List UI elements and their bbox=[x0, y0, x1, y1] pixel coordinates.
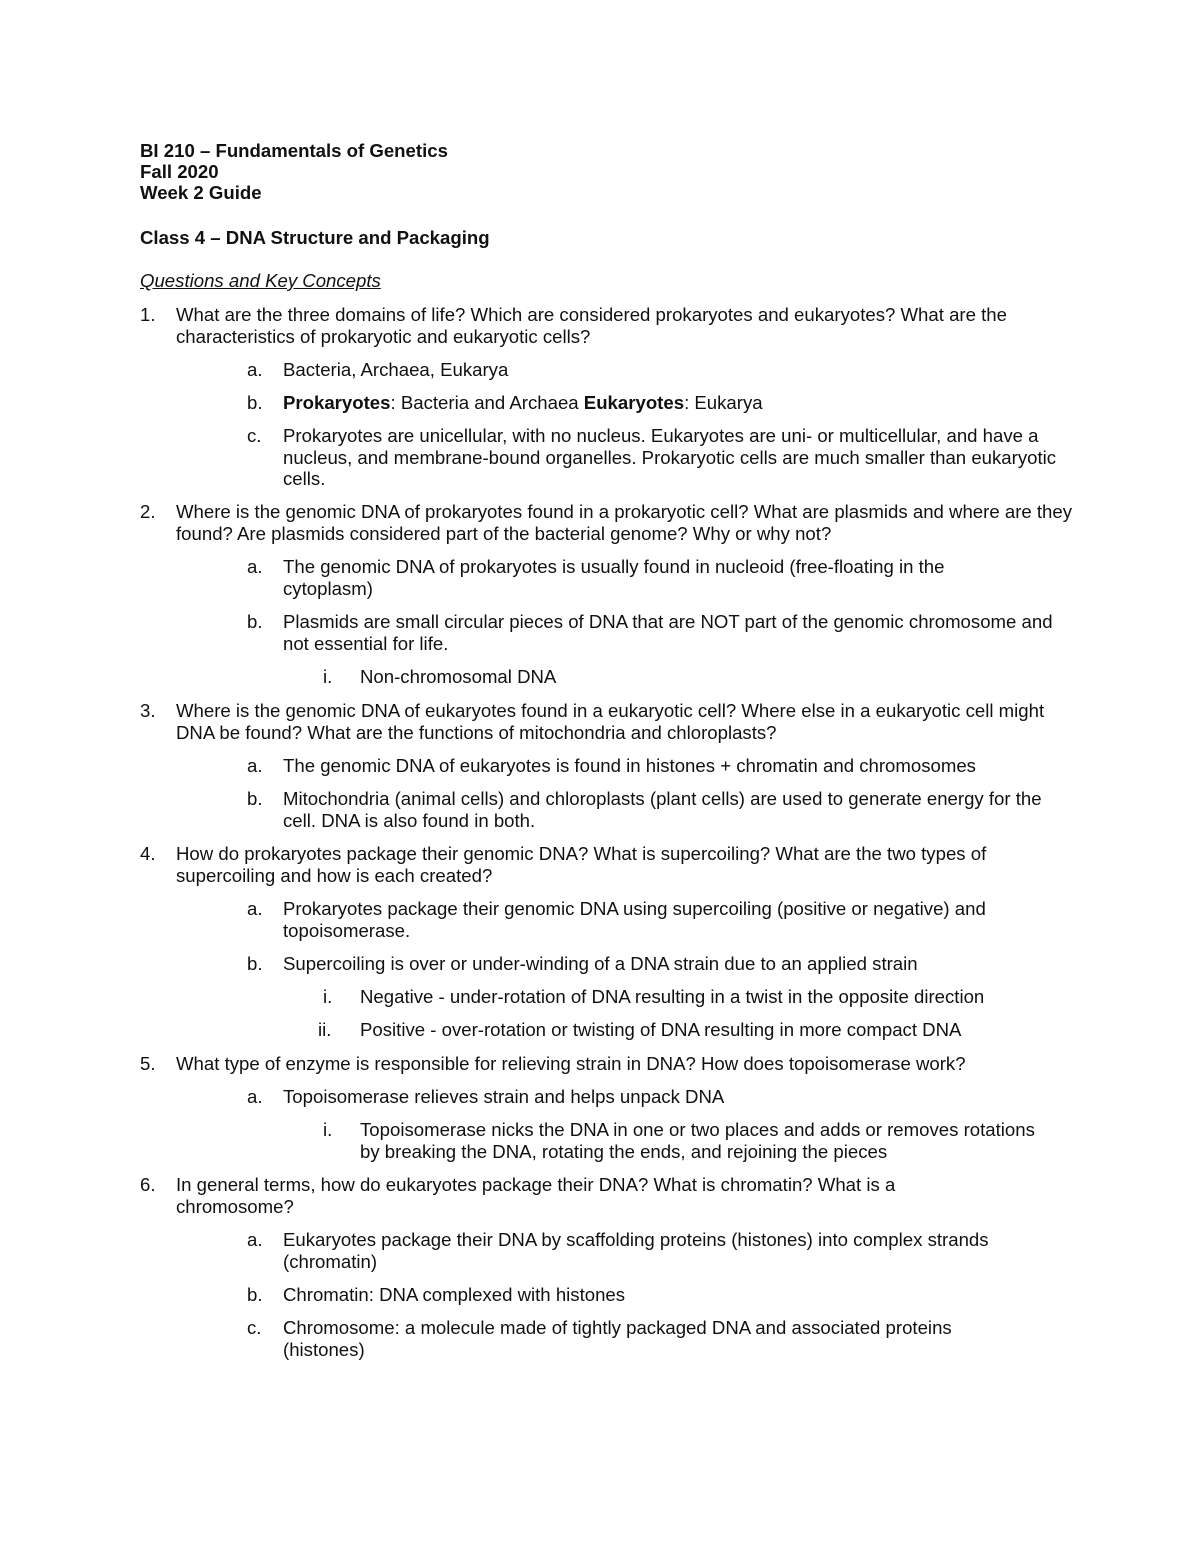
term-text: : Eukarya bbox=[684, 392, 763, 413]
answer-text: Prokaryotes package their genomic DNA using supercoiling (positive or negative) and topoisomerase. bbox=[283, 898, 986, 941]
subanswer-marker: i. bbox=[323, 1119, 333, 1140]
question-text: In general terms, how do eukaryotes package their DNA? What is chromatin? What is a chromosome? bbox=[176, 1174, 896, 1217]
answer-text: The genomic DNA of eukaryotes is found in histones + chromatin and chromosomes bbox=[283, 755, 976, 776]
answer-text: The genomic DNA of prokaryotes is usually found in nucleoid (free-floating in the cytoplasm) bbox=[283, 556, 945, 599]
answer-marker: a. bbox=[247, 755, 263, 776]
answer-marker: c. bbox=[247, 425, 262, 446]
subanswer-marker: i. bbox=[323, 666, 333, 687]
answer-marker: c. bbox=[247, 1317, 262, 1338]
question-number: 2. bbox=[140, 501, 156, 522]
subanswer-marker: ii. bbox=[318, 1019, 332, 1040]
question-number: 3. bbox=[140, 700, 156, 721]
term-label: Eukaryotes bbox=[583, 392, 685, 413]
answer-marker: a. bbox=[247, 1086, 263, 1107]
answer-marker: a. bbox=[247, 556, 263, 577]
question-number: 6. bbox=[140, 1174, 156, 1195]
section-title: Questions and Key Concepts bbox=[140, 270, 381, 291]
answer-text: Plasmids are small circular pieces of DNA that are NOT part of the genomic chromosome and not essential for life. bbox=[283, 611, 1053, 654]
question-number: 1. bbox=[140, 304, 156, 325]
answer-text: Chromatin: DNA complexed with histones bbox=[283, 1284, 626, 1305]
course-title: BI 210 – Fundamentals of Genetics bbox=[140, 140, 448, 161]
term: Fall 2020 bbox=[140, 161, 219, 182]
answer-marker: b. bbox=[247, 953, 263, 974]
answer-text bbox=[283, 392, 1073, 414]
subanswer-text: Negative - under-rotation of DNA resulting in a twist in the opposite direction bbox=[360, 986, 985, 1007]
answer-text: Chromosome: a molecule made of tightly packaged DNA and associated proteins (histones) bbox=[283, 1317, 952, 1360]
answer-marker: b. bbox=[247, 392, 263, 413]
answer-text: Eukaryotes package their DNA by scaffolding proteins (histones) into complex strands (chromatin) bbox=[283, 1229, 989, 1272]
term-text: : Bacteria and Archaea bbox=[390, 392, 584, 413]
answer-marker: a. bbox=[247, 1229, 263, 1250]
answer-text: Supercoiling is over or under-winding of a DNA strain due to an applied strain bbox=[283, 953, 918, 974]
question-text: Where is the genomic DNA of eukaryotes found in a eukaryotic cell? Where else in a eukaryotic cell might DNA be found? What are the functions of mitochondria and chloroplasts? bbox=[176, 700, 1045, 743]
question-text: What are the three domains of life? Which are considered prokaryotes and eukaryotes? What are the characteristics of prokaryotic and eukaryotic cells? bbox=[176, 304, 1007, 347]
answer-marker: b. bbox=[247, 788, 263, 809]
answer-marker: a. bbox=[247, 359, 263, 380]
question-number: 4. bbox=[140, 843, 156, 864]
answer-marker: b. bbox=[247, 611, 263, 632]
subanswer-text: Topoisomerase nicks the DNA in one or two places and adds or removes rotations by breaking the DNA, rotating the ends, and rejoining the pieces bbox=[360, 1119, 1035, 1162]
guide-title: Week 2 Guide bbox=[140, 182, 262, 203]
question-number: 5. bbox=[140, 1053, 156, 1074]
answer-text: Topoisomerase relieves strain and helps unpack DNA bbox=[283, 1086, 725, 1107]
question-text: How do prokaryotes package their genomic DNA? What is supercoiling? What are the two types of supercoiling and how is each created? bbox=[176, 843, 987, 886]
question-text: Where is the genomic DNA of prokaryotes found in a prokaryotic cell? What are plasmids and where are they found? Are plasmids considered part of the bacterial genome? Why or why not? bbox=[176, 501, 1073, 544]
answer-marker: b. bbox=[247, 1284, 263, 1305]
term-label: Prokaryotes bbox=[283, 392, 391, 413]
answer-marker: a. bbox=[247, 898, 263, 919]
subanswer-text: Positive - over-rotation or twisting of DNA resulting in more compact DNA bbox=[360, 1019, 962, 1040]
answer-text: Bacteria, Archaea, Eukarya bbox=[283, 359, 509, 380]
class-title: Class 4 – DNA Structure and Packaging bbox=[140, 227, 490, 248]
subanswer-marker: i. bbox=[323, 986, 333, 1007]
answer-text: Prokaryotes are unicellular, with no nucleus. Eukaryotes are uni- or multicellular, and have a nucleus, and membrane-bound organelles. Prokaryotic cells are much smaller than eukaryotic cells. bbox=[283, 425, 1057, 489]
subanswer-text: Non-chromosomal DNA bbox=[360, 666, 557, 687]
answer-text: Mitochondria (animal cells) and chloroplasts (plant cells) are used to generate energy for the cell. DNA is also found in both. bbox=[283, 788, 1042, 831]
question-text: What type of enzyme is responsible for relieving strain in DNA? How does topoisomerase work? bbox=[176, 1053, 966, 1074]
